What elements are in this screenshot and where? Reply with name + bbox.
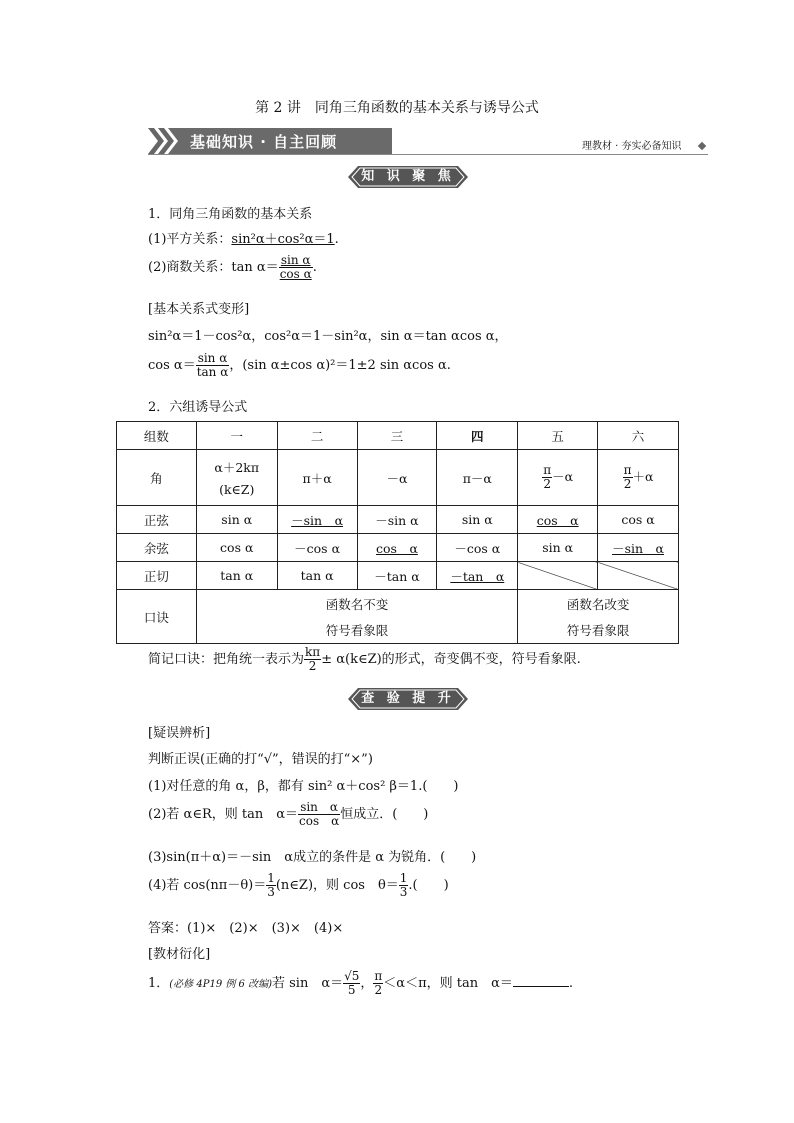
answer: 答案：(1)× (2)× (3)× (4)× — [148, 921, 344, 936]
variant-line-1: sin²α＝1－cos²α，cos²α＝1－sin²α，sin α＝tan αcos α， — [148, 329, 508, 344]
question-4: (4)若 cos(nπ－θ)＝ $\frac{1}{3}$ (n∈Z)，则 cos θ＝ $\frac{1}{3}$ .( ) — [148, 871, 449, 899]
table-row-header: 组数 一 二 三 四 五 六 — [117, 422, 679, 450]
banner-subtitle: 理教材 · 夯实必备知识 — [582, 141, 682, 152]
quotient-fraction: $\frac{\text{sin α}}{\text{cos α}}$ — [279, 253, 312, 281]
variant-line-2: cos α＝ $\frac{\text{sin α}}{\text{tan α}}$ ，(sin α±cos α)²＝1±2 sin αcos α. — [148, 351, 451, 379]
diamond-icon — [698, 142, 706, 150]
table-row-sin: 正弦 sin α －sin α －sin α sin α cos α cos α — [117, 506, 679, 534]
section-check-header: 查 验 提 升 — [348, 688, 468, 710]
banner-title: 基础知识 · 自主回顾 — [190, 133, 338, 151]
answer-blank[interactable] — [513, 974, 569, 987]
error-heading: [疑误辨析] — [148, 726, 211, 741]
question-3: (3)sin(π＋α)＝－sin α成立的条件是 α 为锐角．( ) — [148, 850, 477, 865]
mnemonic: 简记口诀：把角统一表示为 $\frac{k\pi}{2}$ ± α(k∈Z)的形式，奇变偶不变，符号看象限. — [148, 645, 581, 673]
question-1: (1)对任意的角 α，β，都有 sin² α＋cos² β＝1.( ) — [148, 779, 459, 794]
table-row-angle: 角 α＋2kπ (k∈Z) π＋α －α π－α $\frac{\pi}{2}$ －α $\frac{\pi}{2}$ ＋α — [117, 450, 679, 506]
s2-heading: 2．六组诱导公式 — [148, 400, 248, 415]
table-row-tan: 正切 tan α tan α －tan α －tan α — [117, 562, 679, 590]
question-2: (2)若 α∈R，则 tan α＝ $\frac{\text{sin α}}{\text{cos α}}$ 恒成立．( ) — [148, 800, 429, 828]
table-row-rule: 口诀 函数名不变 符号看象限 函数名改变 符号看象限 — [117, 590, 679, 644]
table-row-cos: 余弦 cos α －cos α cos α －cos α sin α －sin α — [117, 534, 679, 562]
s1-heading: 1．同角三角函数的基本关系 — [148, 207, 313, 222]
section-knowledge-header: 知 识 聚 焦 — [348, 166, 468, 188]
induction-formula-table — [116, 421, 679, 644]
problem-1: 1．(必修 4P19 例 6 改编)若 sin α＝ $\frac{√5}{5}$ ， $\frac{\pi}{2}$ ＜α＜π，则 tan α＝ . — [148, 969, 574, 997]
variant-heading: [基本关系式变形] — [148, 302, 250, 317]
empty-cell — [518, 562, 598, 590]
empty-cell — [598, 562, 679, 590]
problem-source: (必修 4P19 例 6 改编) — [169, 979, 272, 990]
page-title: 第 2 讲 同角三角函数的基本关系与诱导公式 — [255, 100, 539, 116]
banner-divider — [148, 154, 708, 155]
square-formula: sin²α＋cos²α＝1 — [231, 232, 335, 247]
textbook-heading: [教材衍化] — [148, 947, 211, 962]
square-relation: (1)平方关系：sin²α＋cos²α＝1. — [148, 232, 339, 247]
quotient-relation: (2)商数关系：tan α＝ $\frac{\text{sin α}}{\text{cos α}}$ . — [148, 253, 317, 281]
cos-fraction: $\frac{\text{sin α}}{\text{tan α}}$ — [196, 351, 229, 379]
judge-instruction: 判断正误(正确的打“√”，错误的打“×”) — [148, 752, 373, 767]
